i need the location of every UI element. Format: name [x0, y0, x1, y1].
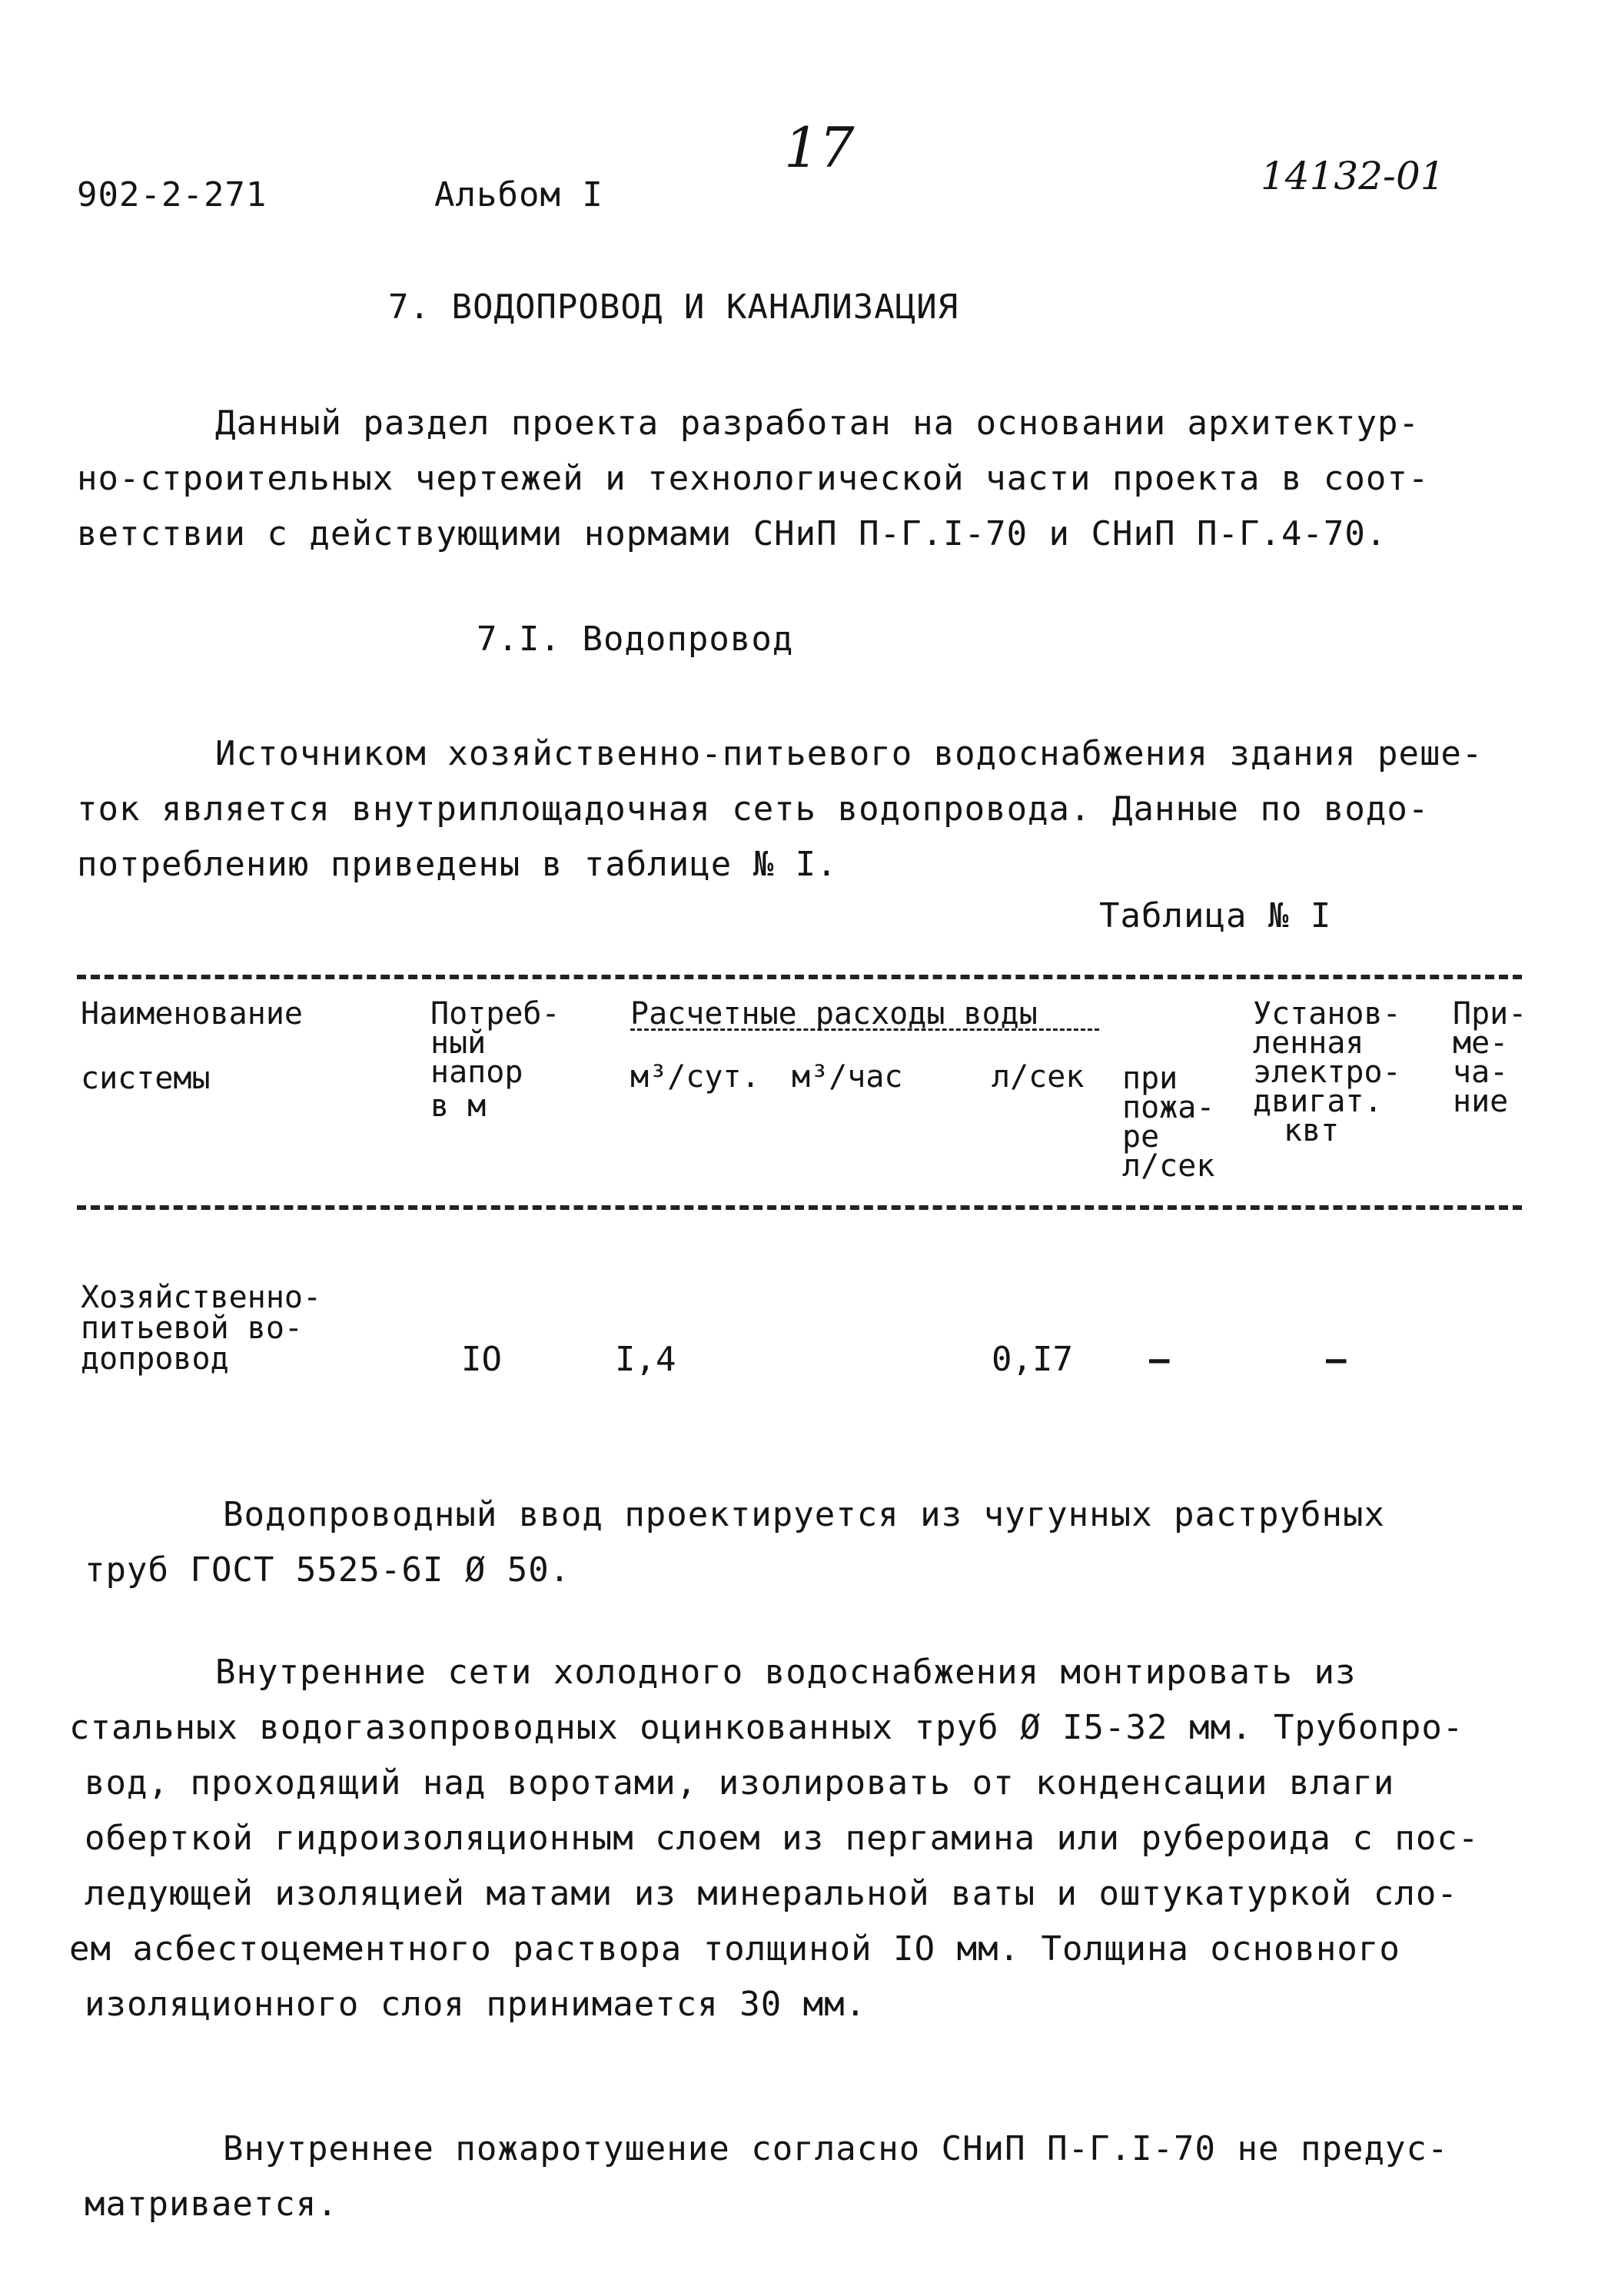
header-fire-flow [1122, 1061, 1215, 1184]
paragraph-line: потреблению приведены в таблице № I. [77, 845, 838, 884]
header-pressure-line: напор [430, 1055, 523, 1090]
water-inlet-paragraph [85, 1487, 1385, 1598]
intro-line: но-строительных чертежей и технологической части проекта в соот- [77, 459, 1430, 498]
header-motor-line: электро- [1253, 1055, 1401, 1090]
header-motor-line: двигат. [1253, 1084, 1383, 1119]
row-system-name [81, 1280, 322, 1377]
paragraph-line: изоляционного слоя принимается 30 мм. [85, 1985, 867, 2024]
intro-paragraph [77, 396, 1429, 562]
row-m3-day: I,4 [615, 1340, 676, 1379]
paragraph-line: стальных водогазопроводных оцинкованных труб Ø I5-32 мм. Трубопро- [69, 1708, 1464, 1747]
header-motor-line: квт [1284, 1113, 1340, 1148]
archive-number: 14132-01 [1261, 154, 1445, 198]
header-m3-hour: м³/час [792, 1059, 903, 1095]
internal-networks-paragraph [69, 1645, 1479, 2032]
header-note-line: При- [1453, 996, 1527, 1032]
paragraph-line: оберткой гидроизоляционным слоем из пергамина или рубероида с пос- [85, 1819, 1480, 1858]
header-motor-line: Установ- [1253, 996, 1401, 1032]
paragraph-line: Внутреннее пожаротушение согласно СНиП П-Г.I-70 не предус- [223, 2129, 1449, 2168]
header-fire-line: л/сек [1122, 1148, 1215, 1184]
row-motor: – [1326, 1340, 1347, 1379]
header-motor [1253, 996, 1401, 1148]
header-note-line: ме- [1453, 1025, 1509, 1061]
row-pressure: IO [461, 1340, 502, 1379]
paragraph-line: Источником хозяйственно-питьевого водоснабжения здания реше- [215, 734, 1483, 773]
header-m3-day: м³/сут. [630, 1059, 760, 1095]
header-fire-line: при [1122, 1061, 1178, 1096]
header-pressure-line: ный [430, 1025, 487, 1061]
paragraph-line: Водопроводный ввод проектируется из чугунных раструбных [223, 1495, 1385, 1534]
table-top-rule [77, 975, 1522, 979]
paragraph-line: ледующей изоляцией матами из минеральной ваты и оштукатуркой сло- [85, 1874, 1458, 1913]
header-note-line: ние [1453, 1084, 1509, 1119]
paragraph-line: Внутренние сети холодного водоснабжения монтировать из [215, 1653, 1357, 1692]
header-pressure-line: в м [430, 1088, 487, 1124]
header-pressure-line: Потреб- [430, 996, 560, 1032]
section-title: 7. ВОДОПРОВОД И КАНАЛИЗАЦИЯ [388, 287, 959, 327]
fire-fighting-paragraph [85, 2122, 1448, 2232]
row-name-line: Хозяйственно- [81, 1280, 322, 1315]
header-name [81, 996, 303, 1096]
header-motor-line: ленная [1253, 1025, 1364, 1061]
row-name-line: допровод [81, 1341, 229, 1377]
page-number: 17 [784, 115, 855, 180]
water-source-paragraph [77, 726, 1483, 892]
intro-line: ветствии с действующими нормами СНиП П-Г.I-70 и СНиП П-Г.4-70. [77, 514, 1387, 553]
table-caption: Таблица № I [1099, 896, 1332, 935]
header-flow-group: Расчетные расходы воды [630, 999, 1099, 1031]
header-name-line: системы [81, 1061, 211, 1096]
row-l-sec: 0,I7 [992, 1340, 1073, 1379]
paragraph-line: матривается. [85, 2185, 338, 2224]
header-note [1453, 996, 1527, 1119]
intro-line: Данный раздел проекта разработан на основании архитектур- [215, 404, 1420, 443]
row-fire-flow: – [1149, 1340, 1170, 1379]
header-note-line: ча- [1453, 1055, 1509, 1090]
header-name-line: Наименование [81, 996, 303, 1032]
header-fire-line: пожа- [1122, 1090, 1215, 1125]
header-fire-line: ре [1122, 1119, 1160, 1155]
paragraph-line: труб ГОСТ 5525-6I Ø 50. [85, 1550, 571, 1590]
row-name-line: питьевой во- [81, 1311, 303, 1346]
album-label: Альбом I [434, 175, 603, 214]
subsection-title: 7.I. Водопровод [477, 620, 794, 659]
paragraph-line: ем асбестоцементного раствора толщиной IO мм. Толщина основного [69, 1929, 1400, 1969]
header-l-sec: л/сек [992, 1059, 1085, 1095]
document-code: 902-2-271 [77, 175, 267, 214]
paragraph-line: ток является внутриплощадочная сеть водопровода. Данные по водо- [77, 789, 1430, 829]
paragraph-line: вод, проходящий над воротами, изолировать от конденсации влаги [85, 1763, 1395, 1803]
header-pressure [430, 996, 560, 1124]
table-header-rule [77, 1205, 1522, 1210]
